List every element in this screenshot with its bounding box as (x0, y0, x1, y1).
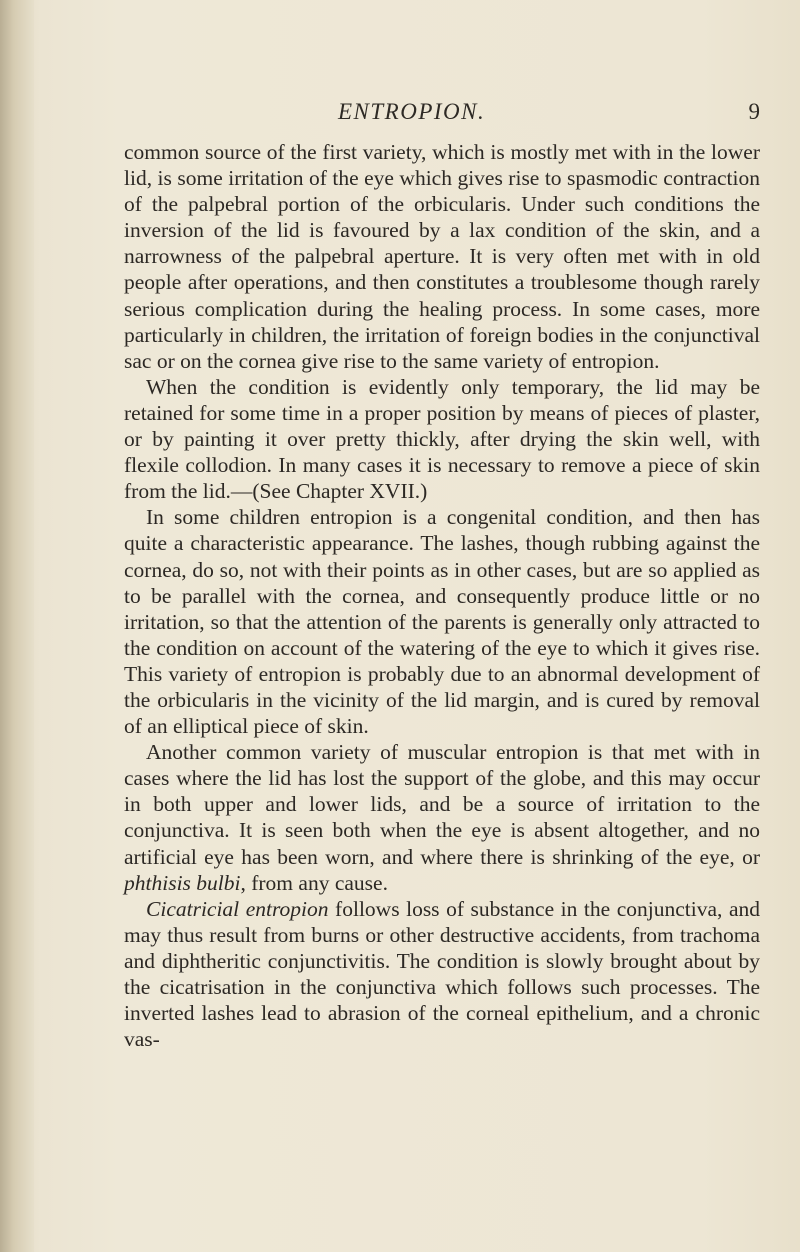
italic-term: phthisis bulbi (124, 870, 241, 895)
page-header (120, 99, 760, 129)
paragraph-text: follows loss of substance in the conjunctiva, and may thus result from burns or other destructive accidents, from trachoma and diphtheritic conjunctivitis. The condition is slowly brought about by the cicatrisation in the conjunctiva which follows such processes. The inverted lashes lead to abrasion of the corneal epithelium, and a chronic vas- (124, 896, 760, 1052)
paragraph (124, 896, 760, 1053)
paragraph (124, 504, 760, 739)
paragraph-text: When the condition is evidently only temporary, the lid may be retained for some time in a proper position by means of pieces of plaster, or by painting it over pretty thickly, after drying the skin well, with flexile collodion. In many cases it is necessary to remove a piece of skin from the lid.—(See Chapter XVII.) (124, 374, 760, 504)
paragraph-text: , from any cause. (240, 870, 388, 895)
italic-term: Cicatricial entropion (146, 896, 329, 921)
body-text (124, 139, 760, 1052)
running-head: ENTROPION. (338, 99, 486, 124)
paragraph (124, 139, 760, 374)
paragraph (124, 374, 760, 504)
paragraph (124, 739, 760, 896)
paragraph-text: In some children entropion is a congenital condition, and then has quite a characteristic appearance. The lashes, though rubbing against the cornea, do so, not with their points as in other cases, but are so applied as to be parallel with the cornea, and consequently produce little or no irritation, so that the attention of the parents is generally only attracted to the condition on account of the watering of the eye to which it gives rise. This variety of entropion is probably due to an abnormal development of the orbicularis in the vicinity of the lid margin, and is cured by removal of an elliptical piece of skin. (124, 505, 760, 739)
paragraph-text: common source of the first variety, which is mostly met with in the lower lid, is some irritation of the eye which gives rise to spasmodic contraction of the palpebral portion of the orbicularis. Under such conditions the inversion of the lid is favoured by a lax condition of the skin, and a narrowness of the palpebral aperture. It is very often met with in old people after operations, and then constitutes a troublesome though rarely serious complication during the healing process. In some cases, more particularly in children, the irritation of foreign bodies in the conjunctival sac or on the cornea give rise to the same variety of entropion. (124, 140, 760, 373)
paragraph-text: Another common variety of muscular entropion is that met with in cases where the lid has lost the support of the globe, and this may occur in both upper and lower lids, and be a source of irritation to the conjunctiva. It is seen both when the eye is absent altogether, and no artificial eye has been worn, and where there is shrinking of the eye, or (124, 740, 760, 869)
binding-edge (0, 0, 34, 1252)
page-number: 9 (748, 99, 760, 124)
